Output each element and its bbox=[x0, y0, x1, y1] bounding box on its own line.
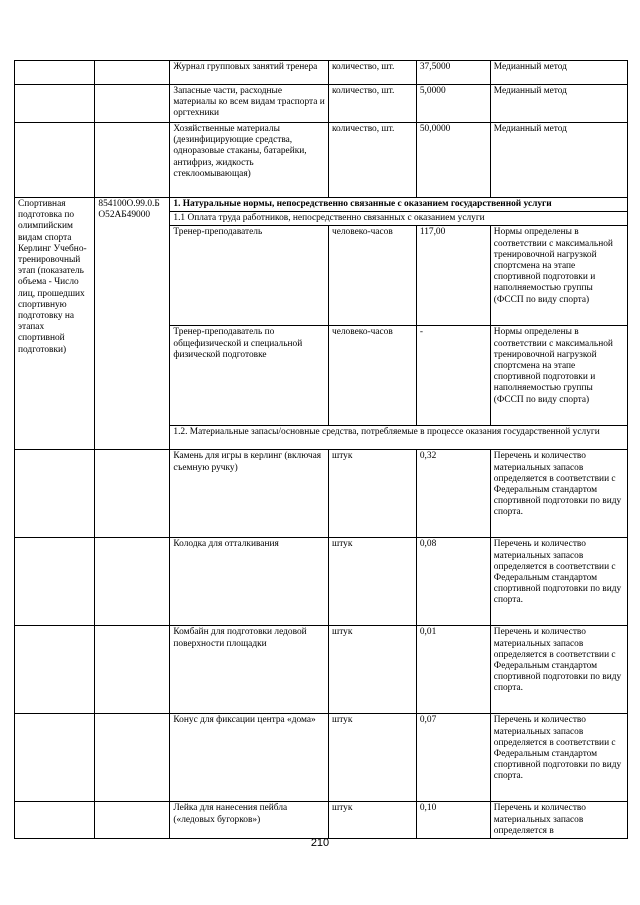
empty-cell bbox=[15, 714, 95, 802]
material-unit: штук bbox=[328, 802, 416, 839]
resource-name: Хозяйственные материалы (дезинфицирующие средства, одноразовые стаканы, батарейки, антифриз, жидкость стеклоомывающая) bbox=[170, 123, 329, 198]
resource-method: Медианный метод bbox=[490, 123, 627, 198]
resource-value: 5,0000 bbox=[416, 85, 490, 123]
empty-cell bbox=[95, 538, 170, 626]
section-1-1-title: 1.1 Оплата труда работников, непосредственно связанных с оказанием услуги bbox=[170, 212, 628, 226]
material-basis: Перечень и количество материальных запасов определяется в соответствии с Федеральным стандартом спортивной подготовки по виду спорта. bbox=[490, 538, 627, 626]
resource-name: Запасные части, расходные материалы ко всем видам траспорта и оргтехники bbox=[170, 85, 329, 123]
labor-basis: Нормы определены в соответствии с максимальной тренировочной нагрузкой спортсмена на этапе спортивной подготовки и наполняемостью группы (ФССП по виду спорта) bbox=[490, 326, 627, 426]
empty-cell bbox=[15, 538, 95, 626]
empty-cell bbox=[15, 61, 95, 85]
service-code: 854100О.99.0.БО52АБ49000 bbox=[95, 198, 170, 450]
empty-cell bbox=[95, 61, 170, 85]
material-value: 0,32 bbox=[416, 450, 490, 538]
empty-cell bbox=[95, 123, 170, 198]
material-name: Камень для игры в керлинг (включая съемную ручку) bbox=[170, 450, 329, 538]
section-1-2-title: 1.2. Материальные запасы/основные средства, потребляемые в процессе оказания государственной услуги bbox=[170, 426, 628, 450]
table-row bbox=[15, 714, 628, 802]
resource-unit: количество, шт. bbox=[328, 61, 416, 85]
empty-cell bbox=[15, 85, 95, 123]
material-value: 0,10 bbox=[416, 802, 490, 839]
table-row bbox=[15, 61, 628, 85]
material-basis: Перечень и количество материальных запасов определяется в соответствии с Федеральным стандартом спортивной подготовки по виду спорта. bbox=[490, 450, 627, 538]
material-value: 0,01 bbox=[416, 626, 490, 714]
resource-method: Медианный метод bbox=[490, 61, 627, 85]
labor-value: 117,00 bbox=[416, 226, 490, 326]
labor-unit: человеко-часов bbox=[328, 226, 416, 326]
empty-cell bbox=[95, 802, 170, 839]
resource-unit: количество, шт. bbox=[328, 123, 416, 198]
resource-value: 37,5000 bbox=[416, 61, 490, 85]
empty-cell bbox=[15, 626, 95, 714]
labor-name: Тренер-преподаватель bbox=[170, 226, 329, 326]
table-row bbox=[15, 538, 628, 626]
empty-cell bbox=[95, 626, 170, 714]
labor-basis: Нормы определены в соответствии с максимальной тренировочной нагрузкой спортсмена на этапе спортивной подготовки и наполняемостью группы (ФССП по виду спорта) bbox=[490, 226, 627, 326]
table-row bbox=[15, 85, 628, 123]
service-name: Спортивная подготовка по олимпийским видам спорта Керлинг Учебно-тренировочный этап (показатель объема - Число лиц, прошедших спортивную подготовку на этапах спортивной подготовки) bbox=[15, 198, 95, 450]
material-name: Комбайн для подготовки ледовой поверхности площадки bbox=[170, 626, 329, 714]
labor-value: - bbox=[416, 326, 490, 426]
page-number: 210 bbox=[310, 837, 330, 849]
labor-name: Тренер-преподаватель по общефизической и специальной физической подготовке bbox=[170, 326, 329, 426]
table-row bbox=[15, 450, 628, 538]
resource-value: 50,0000 bbox=[416, 123, 490, 198]
material-unit: штук bbox=[328, 626, 416, 714]
table-row bbox=[15, 626, 628, 714]
empty-cell bbox=[15, 450, 95, 538]
empty-cell bbox=[15, 123, 95, 198]
material-basis: Перечень и количество материальных запасов определяется в соответствии с Федеральным стандартом спортивной подготовки по виду спорта. bbox=[490, 714, 627, 802]
labor-unit: человеко-часов bbox=[328, 326, 416, 426]
material-name: Лейка для нанесения пейбла («ледовых бугорков») bbox=[170, 802, 329, 839]
resource-unit: количество, шт. bbox=[328, 85, 416, 123]
material-unit: штук bbox=[328, 714, 416, 802]
material-basis: Перечень и количество материальных запасов определяется в соответствии с Федеральным стандартом спортивной подготовки по виду спорта. bbox=[490, 626, 627, 714]
material-name: Конус для фиксации центра «дома» bbox=[170, 714, 329, 802]
empty-cell bbox=[15, 802, 95, 839]
material-name: Колодка для отталкивания bbox=[170, 538, 329, 626]
material-unit: штук bbox=[328, 538, 416, 626]
material-unit: штук bbox=[328, 450, 416, 538]
empty-cell bbox=[95, 714, 170, 802]
empty-cell bbox=[95, 85, 170, 123]
resource-method: Медианный метод bbox=[490, 85, 627, 123]
material-value: 0,08 bbox=[416, 538, 490, 626]
material-value: 0,07 bbox=[416, 714, 490, 802]
norms-table bbox=[14, 60, 628, 839]
table-row bbox=[15, 802, 628, 839]
section-header-row bbox=[15, 198, 628, 212]
table-row bbox=[15, 123, 628, 198]
resource-name: Журнал групповых занятий тренера bbox=[170, 61, 329, 85]
section-1-title: 1. Натуральные нормы, непосредственно связанные с оказанием государственной услуги bbox=[170, 198, 628, 212]
empty-cell bbox=[95, 450, 170, 538]
material-basis: Перечень и количество материальных запасов определяется в bbox=[490, 802, 627, 839]
